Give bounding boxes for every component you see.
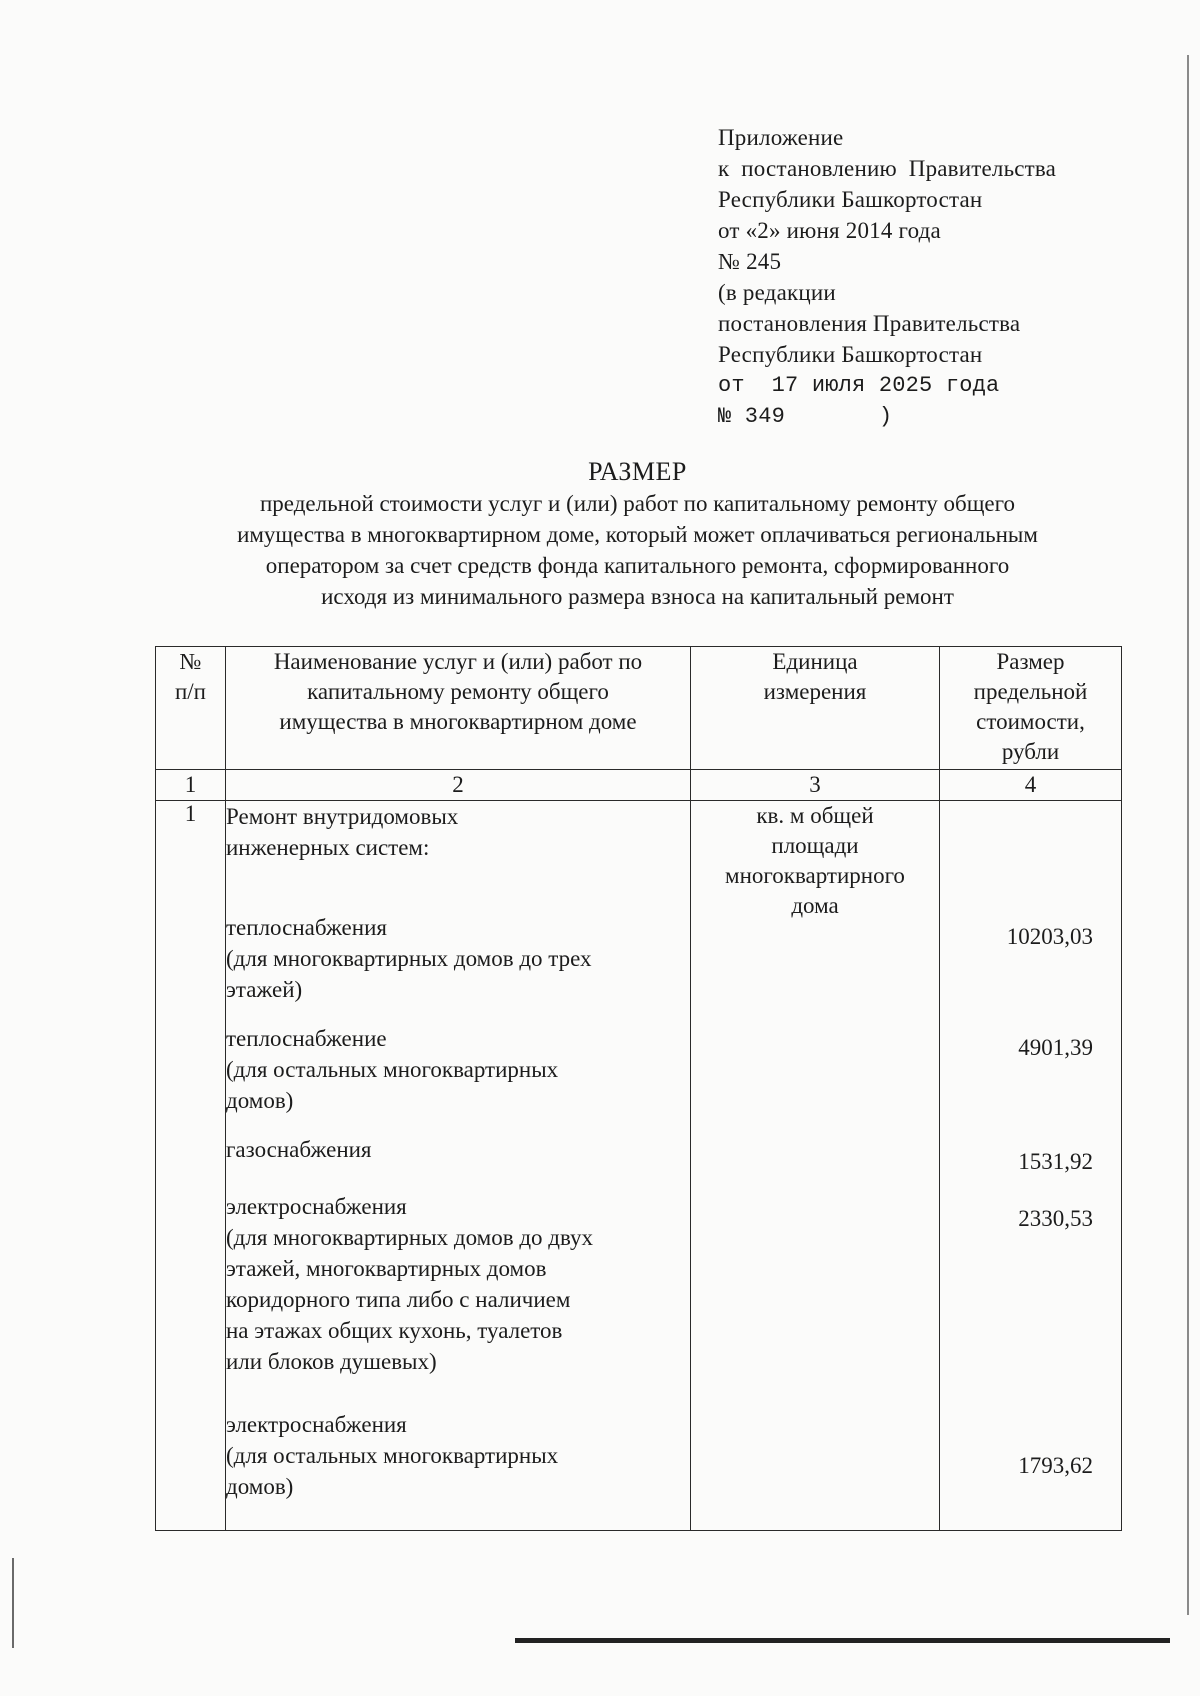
service-line: теплоснабжение (226, 1026, 387, 1051)
service-item (226, 1134, 690, 1165)
service-item (226, 1191, 690, 1377)
cost-table (155, 646, 1122, 1531)
service-line: (для многоквартирных домов до трех (226, 946, 592, 971)
service-line: домов) (226, 1088, 294, 1113)
header-line: Наименование услуг и (или) работ по (273, 649, 643, 674)
service-line: коридорного типа либо с наличием (226, 1287, 571, 1312)
unit-line: дома (791, 893, 839, 918)
column-number-row (156, 770, 1122, 801)
appendix-line: постановления Правительства (718, 311, 1021, 336)
column-number: 4 (940, 770, 1122, 801)
title-subtitle-line: оператором за счет средств фонда капитального ремонта, сформированного (265, 553, 1010, 578)
service-line: теплоснабжения (226, 915, 387, 940)
scan-edge-left (12, 1558, 14, 1648)
unit-line: площади (771, 833, 859, 858)
row-unit-cell (691, 801, 940, 1531)
header-line: имущества в многоквартирном доме (279, 709, 637, 734)
table-header-row (156, 647, 1122, 770)
amendment-date: от 17 июля 2025 года (718, 373, 1000, 398)
header-line: Единица (772, 649, 858, 674)
column-number: 1 (156, 770, 226, 801)
service-line: Ремонт внутридомовых (226, 804, 459, 829)
service-item (226, 912, 690, 1005)
appendix-block (718, 122, 1056, 432)
header-line: предельной (973, 679, 1088, 704)
service-line: газоснабжения (226, 1137, 372, 1162)
header-name (226, 647, 691, 770)
document-title (150, 456, 1125, 612)
appendix-line: Республики Башкортостан (718, 187, 983, 212)
title-heading: РАЗМЕР (588, 457, 687, 486)
service-line: домов) (226, 1474, 294, 1499)
header-line: измерения (763, 679, 867, 704)
cost-value: 1531,92 (1018, 1149, 1093, 1174)
row-name-cell (226, 801, 691, 1531)
header-line: Размер (996, 649, 1065, 674)
header-unit (691, 647, 940, 770)
title-subtitle-line: исходя из минимального размера взноса на капитальный ремонт (321, 584, 954, 609)
header-value (940, 647, 1122, 770)
cost-value: 10203,03 (1006, 924, 1093, 949)
service-line: электроснабжения (226, 1412, 407, 1437)
amendment-number: № 349 ) (718, 404, 893, 429)
header-line: рубли (1001, 739, 1060, 764)
appendix-line: к постановлению Правительства (718, 156, 1057, 181)
cost-value: 2330,53 (1018, 1206, 1093, 1231)
scan-bottom-line (515, 1638, 1170, 1643)
service-line: на этажах общих кухонь, туалетов (226, 1318, 563, 1343)
title-subtitle-line: предельной стоимости услуг и (или) работ по капитальному ремонту общего (259, 491, 1015, 516)
unit-line: кв. м общей (756, 803, 874, 828)
service-line: (для остальных многоквартирных (226, 1057, 559, 1082)
row-value-cell (940, 801, 1122, 1531)
appendix-line: (в редакции (718, 280, 836, 305)
service-line: этажей, многоквартирных домов (226, 1256, 547, 1281)
appendix-line: Республики Башкортостан (718, 342, 983, 367)
row-number: 1 (156, 801, 226, 1531)
service-line: (для многоквартирных домов до двух (226, 1225, 594, 1250)
header-line: стоимости, (976, 709, 1085, 734)
service-line: электроснабжения (226, 1194, 407, 1219)
header-line: № (179, 649, 202, 674)
appendix-line: Приложение (718, 125, 844, 150)
unit-line: многоквартирного (725, 863, 905, 888)
service-line: или блоков душевых) (226, 1349, 437, 1374)
service-line: (для остальных многоквартирных (226, 1443, 559, 1468)
service-line: этажей) (226, 977, 303, 1002)
service-item (226, 801, 690, 863)
appendix-line: от «2» июня 2014 года (718, 218, 941, 243)
header-line: п/п (174, 679, 206, 704)
cost-value: 1793,62 (1018, 1453, 1093, 1478)
service-item (226, 1409, 690, 1502)
scan-edge-right (1187, 55, 1189, 1615)
table-row (156, 801, 1122, 1531)
service-line: инженерных систем: (226, 835, 430, 860)
header-num (156, 647, 226, 770)
service-item (226, 1023, 690, 1116)
column-number: 2 (226, 770, 691, 801)
title-subtitle-line: имущества в многоквартирном доме, который может оплачиваться региональным (237, 522, 1038, 547)
column-number: 3 (691, 770, 940, 801)
header-line: капитальному ремонту общего (307, 679, 609, 704)
cost-value: 4901,39 (1018, 1035, 1093, 1060)
appendix-line: № 245 (718, 249, 782, 274)
